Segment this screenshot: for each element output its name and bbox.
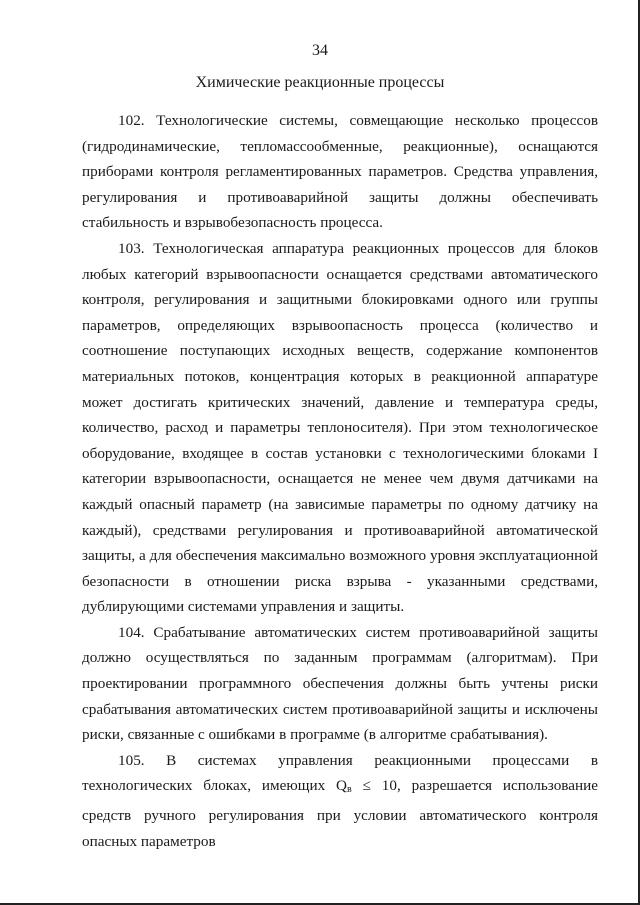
page-number: 34 <box>312 42 328 59</box>
paragraph-105-text-after: , разрешается использование средств ручного регулирования при условии автоматического контроля опасных параметров <box>82 777 599 850</box>
paragraph-105-text-before: 105. В системах управления реакционными процессами в технологических блоках, имеющих <box>82 751 598 795</box>
document-body <box>82 108 598 854</box>
paragraph-102: 102. Технологические системы, совмещающие несколько процессов (гидродинамические, тепломассообменные, реакционные), оснащаются приборами контроля регламентированных параметров. Средства управления, регулирования и противоаварийной защиты должны обеспечивать стабильность и взрывобезопасность процесса. <box>82 112 598 232</box>
formula-relation: ≤ 10 <box>362 777 397 795</box>
formula-q-limit <box>336 777 397 794</box>
formula-symbol: Q <box>336 777 348 795</box>
paragraph-103: 103. Технологическая аппаратура реакционных процессов для блоков любых категорий взрывоопасности оснащается средствами автоматического контроля, регулирования и защитными блокировками одного или группы параметров, определяющих взрывоопасность процесса (количество и соотношение поступающих исходных веществ, содержание компонентов материальных потоков, концентрация которых в реакционной аппаратуре может достигать критических значений, давление и температура среды, количество, расход и параметры теплоносителя). При этом технологическое оборудование, входящее в состав установки с технологическими блоками I категории взрывоопасности, оснащается не менее чем двумя датчиками на каждый опасный параметр (на зависимые параметры по одному датчику на каждый), средствами регулирования и противоаварийной автоматической защиты, а для обеспечения максимально возможного уровня эксплуатационной безопасности в отношении риска взрыва - указанными средствами, дублирующими системами управления и защиты. <box>82 239 598 616</box>
paragraph-105 <box>82 748 598 854</box>
formula-subscript: в <box>347 784 352 796</box>
section-title: Химические реакционные процессы <box>195 74 445 91</box>
paragraph-104: 104. Срабатывание автоматических систем противоаварийной защиты должно осуществляться по заданным программам (алгоритмам). При проектировании программного обеспечения должны быть учтены риски срабатывания автоматических систем противоаварийной защиты и исключены риски, связанные с ошибками в программе (в алгоритме срабатывания). <box>82 623 598 744</box>
